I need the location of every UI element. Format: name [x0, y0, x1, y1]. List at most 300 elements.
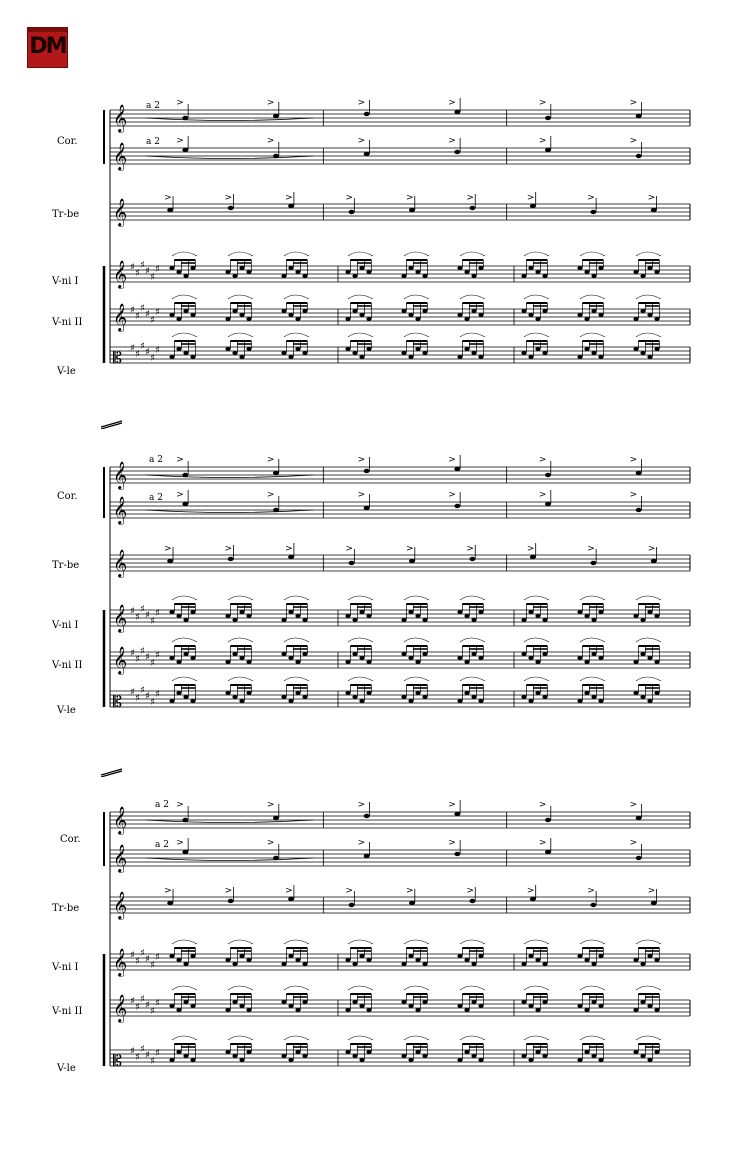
note-head: [408, 1004, 413, 1008]
note-head: [577, 1058, 582, 1062]
note-head: [273, 816, 279, 820]
note-head: [647, 954, 652, 958]
note-head: [232, 1000, 237, 1004]
treble-clef-icon: 𝄞: [113, 844, 128, 872]
note-head: [471, 962, 476, 966]
accent-mark: >: [629, 490, 638, 500]
treble-clef-icon: 𝄞: [113, 496, 128, 524]
note-head: [521, 1054, 526, 1058]
note-head: [349, 903, 355, 907]
alto-clef-icon: 𝄡: [113, 348, 122, 367]
accent-mark: >: [647, 193, 656, 203]
sharp-icon: ♯: [140, 1044, 145, 1055]
sharp-icon: ♯: [150, 272, 155, 283]
accent-mark: >: [176, 455, 184, 465]
note-head: [288, 1058, 293, 1062]
note-head: [636, 856, 642, 860]
accent-mark: >: [266, 455, 275, 465]
accent-mark: >: [629, 136, 638, 146]
note-head: [598, 1058, 603, 1062]
sharp-icon: ♯: [130, 1046, 135, 1057]
accent-mark: >: [357, 98, 366, 108]
alto-clef-icon: 𝄡: [113, 692, 122, 711]
note-head: [408, 954, 413, 958]
note-head: [183, 1000, 188, 1004]
note-head: [167, 901, 173, 905]
slur: [348, 1036, 373, 1040]
note-head: [295, 1050, 300, 1054]
accent-mark: >: [587, 193, 595, 203]
note-head: [288, 1004, 293, 1008]
note-head: [190, 1058, 195, 1062]
sharp-icon: ♯: [130, 996, 135, 1007]
note-head: [190, 1004, 195, 1008]
note-head: [640, 1000, 645, 1004]
note-head: [182, 850, 188, 854]
note-head: [288, 897, 294, 901]
slur: [636, 986, 661, 990]
accent-mark: >: [405, 193, 414, 203]
slur: [460, 940, 485, 944]
accent-mark: >: [266, 136, 275, 146]
treble-clef-icon: 𝄞: [113, 549, 128, 577]
sharp-icon: ♯: [150, 616, 155, 627]
note-head: [401, 1000, 406, 1004]
slur: [580, 940, 605, 944]
note-head: [464, 1050, 469, 1054]
note-head: [454, 812, 460, 816]
note-head: [281, 962, 286, 966]
instrument-label-violini-2: V-ni II: [52, 1006, 83, 1017]
note-head: [190, 954, 195, 958]
note-head: [422, 1054, 427, 1058]
sharp-icon: ♯: [130, 343, 135, 354]
treble-clef-icon: 𝄞: [113, 461, 128, 489]
accent-mark: >: [587, 886, 595, 896]
note-head: [415, 958, 420, 962]
note-head: [471, 1054, 476, 1058]
accent-mark: >: [629, 455, 638, 465]
accent-mark: >: [266, 800, 275, 810]
sharp-icon: ♯: [155, 1048, 160, 1059]
note-head: [654, 958, 659, 962]
slur: [524, 940, 549, 944]
accent-mark: >: [164, 886, 172, 896]
sharp-icon: ♯: [135, 654, 140, 665]
slur: [580, 1036, 605, 1040]
instrument-label-violini-1: V-ni I: [52, 962, 79, 973]
note-head: [169, 1004, 174, 1008]
note-head: [591, 1054, 596, 1058]
a2-marking: a 2: [155, 800, 169, 810]
accent-mark: >: [538, 838, 547, 848]
sharp-icon: ♯: [155, 998, 160, 1009]
instrument-label-violini-2: V-ni II: [52, 317, 83, 328]
sharp-icon: ♯: [155, 608, 160, 619]
accent-mark: >: [629, 800, 638, 810]
note-head: [225, 1050, 230, 1054]
note-head: [422, 1000, 427, 1004]
slur: [636, 940, 661, 944]
note-head: [535, 1050, 540, 1054]
accent-mark: >: [224, 193, 233, 203]
note-head: [478, 1058, 483, 1062]
note-head: [545, 850, 551, 854]
note-head: [584, 1008, 589, 1012]
sharp-icon: ♯: [130, 606, 135, 617]
sharp-icon: ♯: [135, 612, 140, 623]
note-head: [545, 818, 551, 822]
accent-mark: >: [266, 838, 275, 848]
instrument-label-trombe: Tr-be: [52, 209, 80, 220]
accent-mark: >: [357, 136, 366, 146]
note-head: [654, 1050, 659, 1054]
note-head: [345, 958, 350, 962]
accent-mark: >: [538, 98, 547, 108]
note-head: [647, 1004, 652, 1008]
note-head: [633, 1008, 638, 1012]
note-head: [598, 954, 603, 958]
note-head: [359, 1058, 364, 1062]
sharp-icon: ♯: [145, 1050, 150, 1061]
note-head: [345, 1050, 350, 1054]
accent-mark: >: [285, 886, 293, 896]
treble-clef-icon: 𝄞: [113, 994, 128, 1022]
treble-clef-icon: 𝄞: [113, 142, 128, 170]
logo-monogram: DM: [29, 34, 66, 59]
instrument-label-viole: V-le: [57, 705, 76, 716]
accent-mark: >: [224, 544, 233, 554]
note-head: [542, 1054, 547, 1058]
note-head: [542, 1000, 547, 1004]
sharp-icon: ♯: [155, 689, 160, 700]
note-head: [457, 954, 462, 958]
note-head: [422, 962, 427, 966]
accent-mark: >: [357, 490, 366, 500]
sharp-icon: ♯: [130, 262, 135, 273]
note-head: [225, 1008, 230, 1012]
note-head: [598, 1004, 603, 1008]
tie: [146, 858, 313, 861]
note-head: [302, 1000, 307, 1004]
slur: [460, 986, 485, 990]
sharp-icon: ♯: [130, 648, 135, 659]
note-head: [542, 962, 547, 966]
note-head: [302, 962, 307, 966]
note-head: [464, 958, 469, 962]
instrument-label-viole: V-le: [57, 1063, 76, 1074]
note-head: [415, 1050, 420, 1054]
accent-mark: >: [629, 838, 638, 848]
note-head: [591, 962, 596, 966]
note-head: [246, 958, 251, 962]
note-head: [359, 1004, 364, 1008]
instrument-label-trombe: Tr-be: [52, 560, 80, 571]
sharp-icon: ♯: [135, 693, 140, 704]
sharp-icon: ♯: [140, 303, 145, 314]
sharp-icon: ♯: [140, 604, 145, 615]
sharp-icon: ♯: [155, 264, 160, 275]
sharp-icon: ♯: [140, 341, 145, 352]
accent-mark: >: [448, 98, 456, 108]
note-head: [366, 958, 371, 962]
a2-marking: a 2: [155, 840, 169, 850]
accent-mark: >: [164, 544, 172, 554]
note-head: [528, 1004, 533, 1008]
accent-mark: >: [538, 490, 547, 500]
note-head: [590, 903, 596, 907]
sharp-icon: ♯: [145, 954, 150, 965]
sharp-icon: ♯: [130, 950, 135, 961]
accent-mark: >: [176, 136, 184, 146]
note-head: [591, 1000, 596, 1004]
note-head: [288, 954, 293, 958]
slur: [228, 940, 253, 944]
sharp-icon: ♯: [145, 266, 150, 277]
note-head: [295, 1008, 300, 1012]
slur: [404, 986, 429, 990]
instrument-label-violini-2: V-ni II: [52, 660, 83, 671]
sharp-icon: ♯: [150, 315, 155, 326]
slur: [524, 986, 549, 990]
sharp-icon: ♯: [145, 652, 150, 663]
treble-clef-icon: 𝄞: [113, 260, 128, 288]
sharp-icon: ♯: [140, 685, 145, 696]
note-head: [295, 958, 300, 962]
accent-mark: >: [538, 800, 547, 810]
note-head: [454, 852, 460, 856]
accent-mark: >: [448, 800, 456, 810]
sharp-icon: ♯: [140, 646, 145, 657]
sharp-icon: ♯: [145, 1000, 150, 1011]
note-head: [528, 1058, 533, 1062]
note-head: [521, 962, 526, 966]
sharp-icon: ♯: [135, 349, 140, 360]
sharp-icon: ♯: [135, 1052, 140, 1063]
sharp-icon: ♯: [130, 687, 135, 698]
slur: [284, 940, 309, 944]
accent-mark: >: [285, 193, 293, 203]
sharp-icon: ♯: [140, 994, 145, 1005]
note-head: [366, 1008, 371, 1012]
accent-mark: >: [405, 544, 414, 554]
sharp-icon: ♯: [155, 952, 160, 963]
note-head: [651, 901, 657, 905]
note-head: [640, 1054, 645, 1058]
note-head: [478, 954, 483, 958]
accent-mark: >: [448, 490, 456, 500]
note-head: [409, 901, 415, 905]
instrument-label-viole: V-le: [57, 366, 76, 377]
note-head: [176, 1008, 181, 1012]
accent-mark: >: [345, 193, 354, 203]
slur: [172, 940, 197, 944]
accent-mark: >: [647, 886, 656, 896]
instrument-label-corni: Cor.: [57, 491, 78, 502]
note-head: [232, 962, 237, 966]
note-head: [176, 1050, 181, 1054]
note-head: [584, 958, 589, 962]
note-head: [408, 1058, 413, 1062]
sharp-icon: ♯: [150, 1056, 155, 1067]
accent-mark: >: [357, 455, 366, 465]
note-head: [535, 958, 540, 962]
note-head: [401, 962, 406, 966]
note-head: [633, 1050, 638, 1054]
accent-mark: >: [176, 800, 184, 810]
slur: [524, 1036, 549, 1040]
slur: [348, 986, 373, 990]
treble-clef-icon: 𝄞: [113, 104, 128, 132]
note-head: [577, 954, 582, 958]
accent-mark: >: [448, 838, 456, 848]
note-head: [364, 854, 370, 858]
sharp-icon: ♯: [135, 956, 140, 967]
slur: [404, 940, 429, 944]
accent-mark: >: [466, 544, 474, 554]
accent-mark: >: [448, 455, 456, 465]
slur: [228, 1036, 253, 1040]
note-head: [239, 1004, 244, 1008]
slur: [636, 1036, 661, 1040]
note-head: [281, 1000, 286, 1004]
sharp-icon: ♯: [145, 309, 150, 320]
note-head: [246, 1008, 251, 1012]
note-head: [183, 1054, 188, 1058]
note-head: [469, 899, 475, 903]
slur: [404, 1036, 429, 1040]
note-head: [281, 1054, 286, 1058]
note-head: [640, 962, 645, 966]
note-head: [176, 958, 181, 962]
accent-mark: >: [647, 544, 656, 554]
note-head: [401, 1054, 406, 1058]
note-head: [239, 954, 244, 958]
instrument-label-violini-1: V-ni I: [52, 620, 79, 631]
sharp-icon: ♯: [150, 960, 155, 971]
sharp-icon: ♯: [145, 691, 150, 702]
sharp-icon: ♯: [145, 610, 150, 621]
accent-mark: >: [357, 838, 366, 848]
accent-mark: >: [587, 544, 595, 554]
slur: [228, 986, 253, 990]
accent-mark: >: [538, 455, 547, 465]
slur: [284, 986, 309, 990]
accent-mark: >: [266, 490, 275, 500]
note-head: [535, 1008, 540, 1012]
sharp-icon: ♯: [135, 1002, 140, 1013]
treble-clef-icon: 𝄞: [113, 948, 128, 976]
slur: [348, 940, 373, 944]
note-head: [183, 962, 188, 966]
note-head: [528, 954, 533, 958]
accent-mark: >: [176, 838, 184, 848]
note-head: [457, 1004, 462, 1008]
note-head: [636, 816, 642, 820]
treble-clef-icon: 𝄞: [113, 646, 128, 674]
instrument-label-corni: Cor.: [60, 834, 81, 845]
accent-mark: >: [176, 98, 184, 108]
accent-mark: >: [224, 886, 233, 896]
accent-mark: >: [629, 98, 638, 108]
note-head: [584, 1050, 589, 1054]
note-head: [647, 1058, 652, 1062]
sharp-icon: ♯: [140, 948, 145, 959]
accent-mark: >: [345, 544, 354, 554]
a2-marking: a 2: [149, 455, 163, 465]
slur: [172, 986, 197, 990]
slur: [284, 1036, 309, 1040]
note-head: [169, 954, 174, 958]
note-head: [246, 1050, 251, 1054]
sharp-icon: ♯: [150, 697, 155, 708]
a2-marking: a 2: [146, 137, 160, 147]
treble-clef-icon: 𝄞: [113, 891, 128, 919]
note-head: [352, 962, 357, 966]
note-head: [633, 958, 638, 962]
note-head: [478, 1004, 483, 1008]
sharp-icon: ♯: [145, 347, 150, 358]
a2-marking: a 2: [146, 101, 160, 111]
note-head: [654, 1008, 659, 1012]
instrument-label-violini-1: V-ni I: [52, 276, 79, 287]
accent-mark: >: [405, 886, 414, 896]
note-head: [225, 958, 230, 962]
accent-mark: >: [266, 98, 275, 108]
note-head: [302, 1054, 307, 1058]
accent-mark: >: [285, 544, 293, 554]
slur: [580, 986, 605, 990]
sharp-icon: ♯: [150, 658, 155, 669]
sharp-icon: ♯: [155, 345, 160, 356]
sharp-icon: ♯: [130, 305, 135, 316]
note-head: [352, 1054, 357, 1058]
note-head: [169, 1058, 174, 1062]
note-head: [352, 1000, 357, 1004]
treble-clef-icon: 𝄞: [113, 806, 128, 834]
sharp-icon: ♯: [150, 353, 155, 364]
note-head: [345, 1008, 350, 1012]
accent-mark: >: [176, 490, 184, 500]
slur: [460, 1036, 485, 1040]
note-head: [415, 1008, 420, 1012]
a2-marking: a 2: [149, 493, 163, 503]
note-head: [530, 897, 536, 901]
accent-mark: >: [526, 544, 535, 554]
sharp-icon: ♯: [135, 268, 140, 279]
sharp-icon: ♯: [150, 1006, 155, 1017]
tie: [146, 820, 313, 823]
note-head: [366, 1050, 371, 1054]
accent-mark: >: [526, 193, 535, 203]
note-head: [521, 1000, 526, 1004]
note-head: [359, 954, 364, 958]
note-head: [577, 1004, 582, 1008]
treble-clef-icon: 𝄞: [113, 303, 128, 331]
sharp-icon: ♯: [140, 260, 145, 271]
accent-mark: >: [448, 136, 456, 146]
instrument-label-corni: Cor.: [57, 136, 78, 147]
accent-mark: >: [164, 193, 172, 203]
accent-mark: >: [345, 886, 354, 896]
note-head: [232, 1054, 237, 1058]
instrument-label-trombe: Tr-be: [52, 903, 80, 914]
accent-mark: >: [466, 886, 474, 896]
sharp-icon: ♯: [155, 650, 160, 661]
accent-mark: >: [526, 886, 535, 896]
accent-mark: >: [357, 800, 366, 810]
note-head: [471, 1000, 476, 1004]
